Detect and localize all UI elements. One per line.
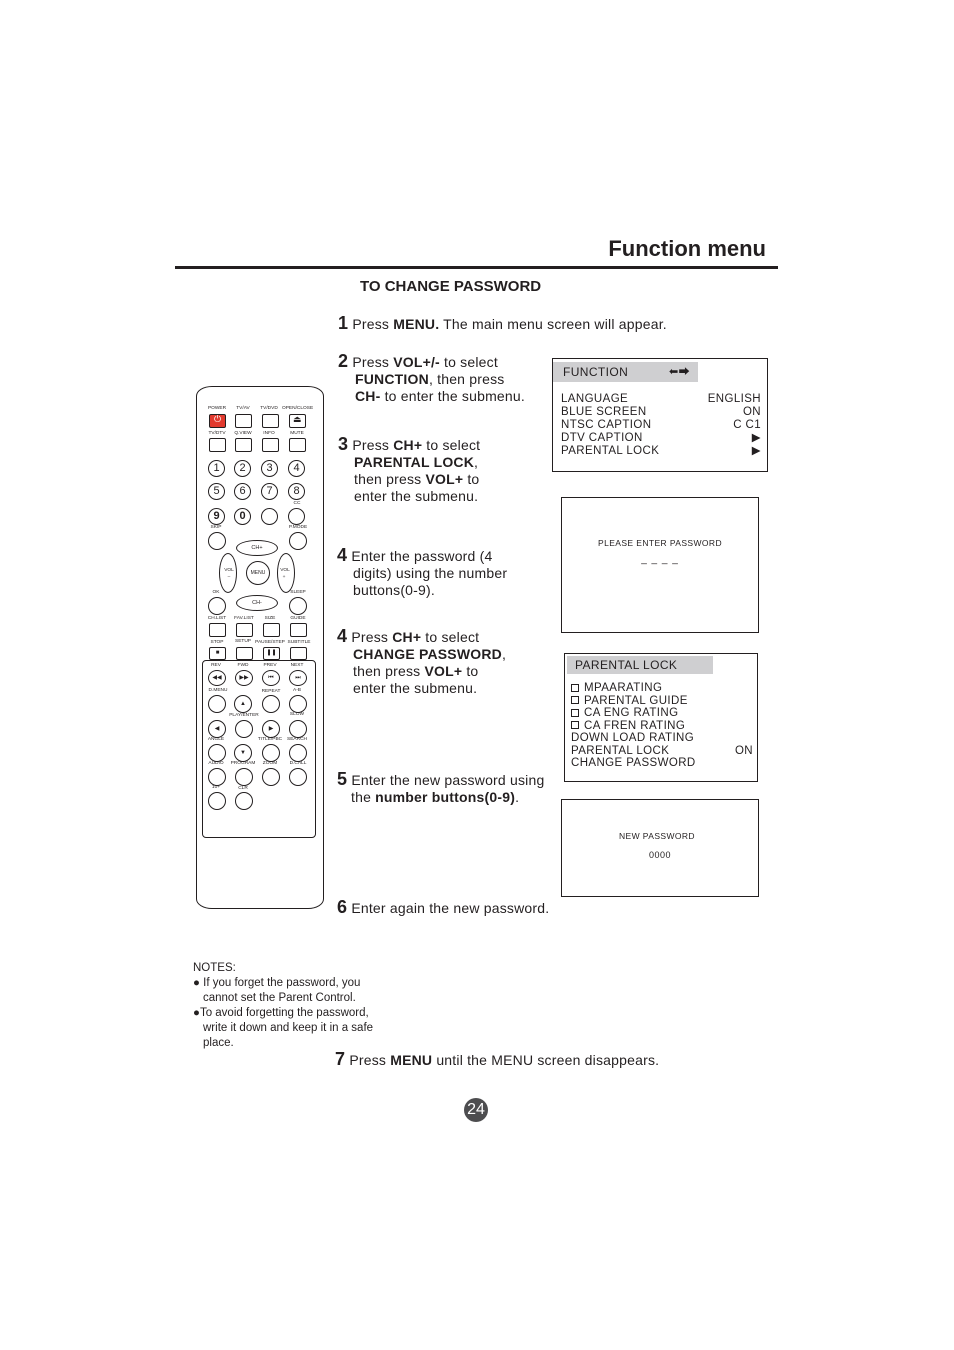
page-title: Function menu bbox=[608, 236, 766, 261]
step-number: 6 bbox=[337, 897, 348, 917]
left-right-arrows-icon: ⬅⮕ bbox=[669, 366, 691, 378]
enter-password-screen bbox=[561, 497, 759, 633]
digit-1-button[interactable]: 1 bbox=[208, 460, 225, 477]
remote-label: SLEEP bbox=[290, 590, 306, 595]
step-6 bbox=[337, 899, 549, 917]
menu-row-parental-guide bbox=[571, 695, 753, 708]
step-text: to bbox=[462, 663, 479, 679]
right-triangle-icon: ▶ bbox=[751, 445, 761, 457]
step-3 bbox=[338, 436, 480, 505]
step-text: then press bbox=[353, 663, 425, 679]
search-button[interactable] bbox=[289, 744, 307, 762]
remote-label: Q.VIEW bbox=[234, 431, 252, 436]
ch-plus-button[interactable]: CH+ bbox=[236, 540, 278, 556]
slow-button[interactable] bbox=[289, 720, 307, 738]
pause-step-button[interactable] bbox=[263, 647, 280, 660]
eject-icon: ⏏ bbox=[293, 414, 302, 424]
step-text: Press bbox=[349, 1052, 391, 1068]
step-number: 1 bbox=[338, 313, 349, 333]
step-key: MENU. bbox=[393, 316, 440, 332]
cc-button[interactable] bbox=[288, 508, 305, 525]
p-mode-button[interactable] bbox=[289, 532, 307, 550]
password-placeholder: _ _ _ _ bbox=[641, 554, 679, 565]
step-number: 5 bbox=[337, 769, 348, 789]
skip-back-icon: ⏮ bbox=[268, 675, 274, 681]
remote-label: POWER bbox=[207, 406, 227, 411]
function-menu-title: FUNCTION bbox=[563, 365, 629, 379]
step-key: MENU bbox=[390, 1052, 433, 1068]
parental-lock-rows bbox=[571, 682, 753, 770]
remote-label: ANGLE bbox=[207, 737, 225, 742]
step-text: , bbox=[474, 454, 479, 470]
arrow-up-icon: ▲ bbox=[240, 701, 246, 707]
play-enter-button[interactable] bbox=[235, 720, 253, 738]
step-key: CH+ bbox=[392, 629, 422, 645]
fav-list-button[interactable] bbox=[236, 623, 253, 637]
remote-label: SIZE bbox=[264, 616, 276, 621]
digit-8-button[interactable]: 8 bbox=[288, 483, 305, 500]
menu-row-label: CHANGE PASSWORD bbox=[571, 757, 696, 769]
mute-button[interactable] bbox=[289, 438, 306, 452]
blank-round-button[interactable] bbox=[261, 508, 278, 525]
step-text: . bbox=[515, 789, 520, 805]
step-text: Press bbox=[352, 437, 394, 453]
remote-label: D.CALL bbox=[289, 761, 307, 766]
step-key: VOL+ bbox=[425, 471, 464, 487]
step-7 bbox=[335, 1051, 659, 1069]
program-button[interactable] bbox=[235, 768, 253, 786]
d-call-button[interactable] bbox=[289, 768, 307, 786]
down-button[interactable] bbox=[234, 744, 252, 762]
remote-label: VOL bbox=[280, 568, 290, 573]
ch-minus-button[interactable]: CH- bbox=[236, 595, 278, 611]
remote-label: VOL bbox=[224, 568, 234, 573]
prev-button[interactable] bbox=[262, 670, 280, 686]
remote-label: CH.LIST bbox=[207, 616, 227, 621]
angle-button[interactable] bbox=[208, 744, 226, 762]
step-key: VOL+ bbox=[424, 663, 463, 679]
stop-icon: ■ bbox=[215, 650, 220, 656]
left-button[interactable] bbox=[208, 720, 226, 738]
menu-row-blue-screen bbox=[561, 406, 761, 419]
menu-row-label: DOWN LOAD RATING bbox=[571, 732, 695, 744]
power-button[interactable] bbox=[209, 414, 226, 428]
checkbox-icon bbox=[571, 721, 579, 729]
step-5 bbox=[337, 771, 544, 806]
open-close-button[interactable] bbox=[289, 414, 306, 428]
function-menu-screen bbox=[552, 358, 768, 472]
menu-row-ca-eng-rating bbox=[571, 707, 753, 720]
password-prompt: PLEASE ENTER PASSWORD bbox=[598, 538, 722, 548]
ten-plus-button[interactable] bbox=[208, 792, 226, 810]
step-4-change-password bbox=[337, 628, 506, 697]
step-text: enter the submenu. bbox=[353, 680, 478, 696]
vol-minus-button[interactable] bbox=[219, 553, 237, 593]
remote-label: + bbox=[282, 575, 286, 580]
menu-row-label: PARENTAL GUIDE bbox=[584, 694, 688, 707]
parental-lock-screen bbox=[564, 653, 758, 782]
stop-button[interactable] bbox=[209, 647, 226, 660]
step-key: VOL+/- bbox=[393, 354, 440, 370]
tv-dvd-button[interactable] bbox=[262, 414, 279, 428]
menu-row-label: PARENTAL LOCK bbox=[571, 744, 670, 757]
step-text: The main menu screen will appear. bbox=[439, 316, 667, 332]
step-text: buttons(0-9). bbox=[353, 582, 435, 598]
parental-lock-header: PARENTAL LOCK bbox=[567, 656, 713, 674]
remote-label: STOP bbox=[210, 640, 224, 645]
step-key: number buttons(0-9) bbox=[375, 789, 516, 805]
remote-label: INFO bbox=[263, 431, 275, 436]
menu-row-download-rating bbox=[571, 732, 753, 745]
audio-button[interactable] bbox=[208, 768, 226, 786]
step-text: , then press bbox=[428, 371, 505, 387]
step-text: Enter again the new password. bbox=[351, 900, 550, 916]
d-menu-button[interactable] bbox=[208, 695, 226, 713]
remote-label: ZOOM bbox=[262, 761, 278, 766]
right-triangle-icon: ▶ bbox=[751, 432, 761, 444]
remote-label: 10+ bbox=[211, 785, 221, 790]
menu-row-parental-lock bbox=[571, 745, 753, 758]
menu-row-parental-lock bbox=[561, 445, 761, 458]
remote-label: TITLE/PBC bbox=[257, 737, 283, 742]
remote-label: FAV.LIST bbox=[234, 616, 254, 621]
function-menu-header bbox=[553, 362, 698, 382]
step-text: the bbox=[351, 789, 376, 805]
remote-label: PROGRAM bbox=[230, 761, 256, 766]
step-number: 4 bbox=[337, 626, 348, 646]
new-password-prompt: NEW PASSWORD bbox=[619, 831, 695, 841]
remote-label: TV/AV bbox=[236, 406, 250, 411]
remote-label: REV bbox=[211, 663, 221, 668]
notes bbox=[193, 961, 393, 1051]
remote-label: AUDIO bbox=[208, 761, 224, 766]
step-number: 7 bbox=[335, 1049, 346, 1069]
tv-dtv-button[interactable] bbox=[209, 438, 226, 452]
menu-row-label: DTV CAPTION bbox=[561, 432, 643, 444]
remote-label: FWD bbox=[237, 663, 249, 668]
step-2 bbox=[338, 353, 525, 405]
menu-row-label: CA FREN RATING bbox=[584, 719, 686, 732]
menu-row-label: MPAARATING bbox=[584, 682, 663, 694]
arrow-down-icon: ▼ bbox=[240, 750, 246, 756]
size-button[interactable] bbox=[263, 623, 280, 637]
new-password-screen bbox=[561, 799, 759, 897]
menu-row-mpaa-rating bbox=[571, 682, 753, 695]
subtitle-button[interactable] bbox=[290, 647, 307, 660]
menu-row-change-password bbox=[571, 757, 753, 770]
skip-forward-icon: ⏭ bbox=[295, 675, 301, 681]
step-key: CHANGE PASSWORD bbox=[353, 646, 502, 662]
remote-label: REPEAT bbox=[261, 689, 281, 694]
step-key: CH- bbox=[355, 388, 381, 404]
remote-label: PREV bbox=[263, 663, 277, 668]
step-text: Press bbox=[352, 354, 394, 370]
remote-label: SEARCH bbox=[287, 737, 307, 742]
next-button[interactable] bbox=[289, 670, 307, 686]
note-text: cannot set the Parent Control. bbox=[203, 992, 356, 1004]
digit-2-button[interactable]: 2 bbox=[234, 460, 251, 477]
step-1 bbox=[338, 315, 667, 333]
menu-row-ca-fren-rating bbox=[571, 720, 753, 733]
title-divider bbox=[175, 266, 778, 269]
ch-list-button[interactable] bbox=[209, 623, 226, 637]
step-text: , bbox=[501, 646, 507, 662]
menu-row-label: CA ENG RATING bbox=[584, 707, 679, 719]
vol-plus-button[interactable] bbox=[277, 553, 295, 593]
power-icon: ⏻ bbox=[214, 414, 222, 424]
setup-button[interactable] bbox=[236, 647, 253, 660]
note-text: ●To avoid forgetting the password, bbox=[193, 1007, 369, 1019]
menu-row-label: BLUE SCREEN bbox=[561, 406, 647, 418]
menu-row-label: NTSC CAPTION bbox=[561, 419, 652, 431]
remote-label: CLR bbox=[238, 786, 248, 791]
right-button[interactable] bbox=[262, 720, 280, 738]
step-text: to enter the submenu. bbox=[380, 388, 525, 404]
step-number: 2 bbox=[338, 351, 349, 371]
checkbox-icon bbox=[571, 696, 579, 704]
new-password-value: 0000 bbox=[648, 850, 672, 860]
notes-title: NOTES: bbox=[193, 962, 236, 974]
menu-row-value: C C1 bbox=[733, 419, 761, 431]
repeat-button[interactable] bbox=[262, 695, 280, 713]
menu-row-label: LANGUAGE bbox=[561, 393, 629, 405]
menu-row-value: ON bbox=[742, 406, 761, 418]
remote-label: TV/DTV bbox=[208, 431, 226, 436]
step-text: Enter the new password using bbox=[351, 772, 545, 788]
remote-label: NEXT bbox=[290, 663, 304, 668]
remote-label: SUBTITLE bbox=[287, 640, 311, 645]
a-b-button[interactable] bbox=[289, 695, 307, 713]
tv-av-button[interactable] bbox=[235, 414, 252, 428]
digit-7-button[interactable]: 7 bbox=[261, 483, 278, 500]
step-text: to bbox=[463, 471, 480, 487]
remote-label: A-B bbox=[293, 688, 301, 693]
step-text: Press bbox=[351, 629, 393, 645]
note-text: write it down and keep it in a safe bbox=[203, 1022, 374, 1034]
digit-9-button[interactable]: 9 bbox=[208, 508, 225, 525]
info-button[interactable] bbox=[262, 438, 279, 452]
remote-label: MUTE bbox=[290, 431, 304, 436]
up-button[interactable] bbox=[234, 695, 252, 713]
remote-label: TV/DVD bbox=[260, 406, 278, 411]
step-text: digits) using the number bbox=[353, 565, 508, 581]
fast-forward-icon: ▶▶ bbox=[239, 675, 249, 681]
step-key: FUNCTION bbox=[355, 371, 429, 387]
remote-label: PAUSE/STEP bbox=[255, 640, 285, 645]
step-text: to select bbox=[422, 437, 481, 453]
title-pbc-button[interactable] bbox=[262, 744, 280, 762]
remote-label: OK bbox=[212, 590, 220, 595]
guide-button[interactable] bbox=[290, 623, 307, 637]
page-number: 24 bbox=[464, 1098, 488, 1122]
step-key: CH+ bbox=[393, 437, 423, 453]
note-text: ● If you forget the password, you bbox=[193, 977, 361, 989]
menu-row-dtv-caption bbox=[561, 432, 761, 445]
menu-row-language bbox=[561, 393, 761, 406]
rewind-icon: ◀◀ bbox=[212, 675, 222, 681]
digit-6-button[interactable]: 6 bbox=[234, 483, 251, 500]
digit-4-button[interactable]: 4 bbox=[288, 460, 305, 477]
step-text: to select bbox=[439, 354, 498, 370]
note-text: place. bbox=[203, 1037, 234, 1049]
rev-button[interactable] bbox=[208, 670, 226, 686]
remote-label: P.MODE bbox=[288, 525, 308, 530]
remote-label: SETUP bbox=[235, 639, 251, 644]
remote-label: – bbox=[227, 575, 231, 580]
menu-row-ntsc-caption bbox=[561, 419, 761, 432]
pause-icon: ❚❚ bbox=[266, 650, 277, 656]
remote-label: PLAY/ENTER bbox=[229, 713, 259, 718]
remote-label: OPEN/CLOSE bbox=[282, 406, 314, 411]
step-text: enter the submenu. bbox=[354, 488, 479, 504]
step-text: until the MENU screen disappears. bbox=[432, 1052, 660, 1068]
step-number: 3 bbox=[338, 434, 349, 454]
menu-button[interactable]: MENU bbox=[246, 561, 270, 585]
zoom-button[interactable] bbox=[262, 768, 280, 786]
step-4-enter-password bbox=[337, 547, 507, 599]
step-number: 4 bbox=[337, 545, 348, 565]
skip-button[interactable] bbox=[208, 532, 226, 550]
remote-label: D.MENU bbox=[208, 688, 228, 693]
step-text: Press bbox=[352, 316, 394, 332]
step-text: then press bbox=[354, 471, 426, 487]
q-view-button[interactable] bbox=[235, 438, 252, 452]
step-text: to select bbox=[421, 629, 480, 645]
menu-row-value: ENGLISH bbox=[707, 393, 761, 405]
checkbox-icon bbox=[571, 709, 579, 717]
function-menu-rows bbox=[561, 393, 761, 458]
remote-label: GUIDE bbox=[290, 616, 306, 621]
remote-label: SKIP bbox=[210, 525, 222, 530]
arrow-left-icon: ◀ bbox=[214, 726, 220, 732]
digit-5-button[interactable]: 5 bbox=[208, 483, 225, 500]
menu-row-value: ON bbox=[734, 744, 753, 757]
menu-row-label: PARENTAL LOCK bbox=[561, 445, 660, 457]
digit-3-button[interactable]: 3 bbox=[261, 460, 278, 477]
step-key: PARENTAL LOCK bbox=[354, 454, 475, 470]
section-title: TO CHANGE PASSWORD bbox=[360, 278, 542, 295]
step-text: Enter the password (4 bbox=[351, 548, 493, 564]
checkbox-icon bbox=[571, 684, 579, 692]
digit-0-button[interactable]: 0 bbox=[234, 508, 251, 525]
sleep-button[interactable] bbox=[289, 597, 307, 615]
remote-label: SLOW bbox=[289, 712, 305, 717]
fwd-button[interactable] bbox=[235, 670, 253, 686]
ok-button[interactable] bbox=[208, 597, 226, 615]
arrow-right-icon: ▶ bbox=[268, 726, 274, 732]
clr-button[interactable] bbox=[235, 792, 253, 810]
remote-label: CC bbox=[293, 501, 301, 506]
